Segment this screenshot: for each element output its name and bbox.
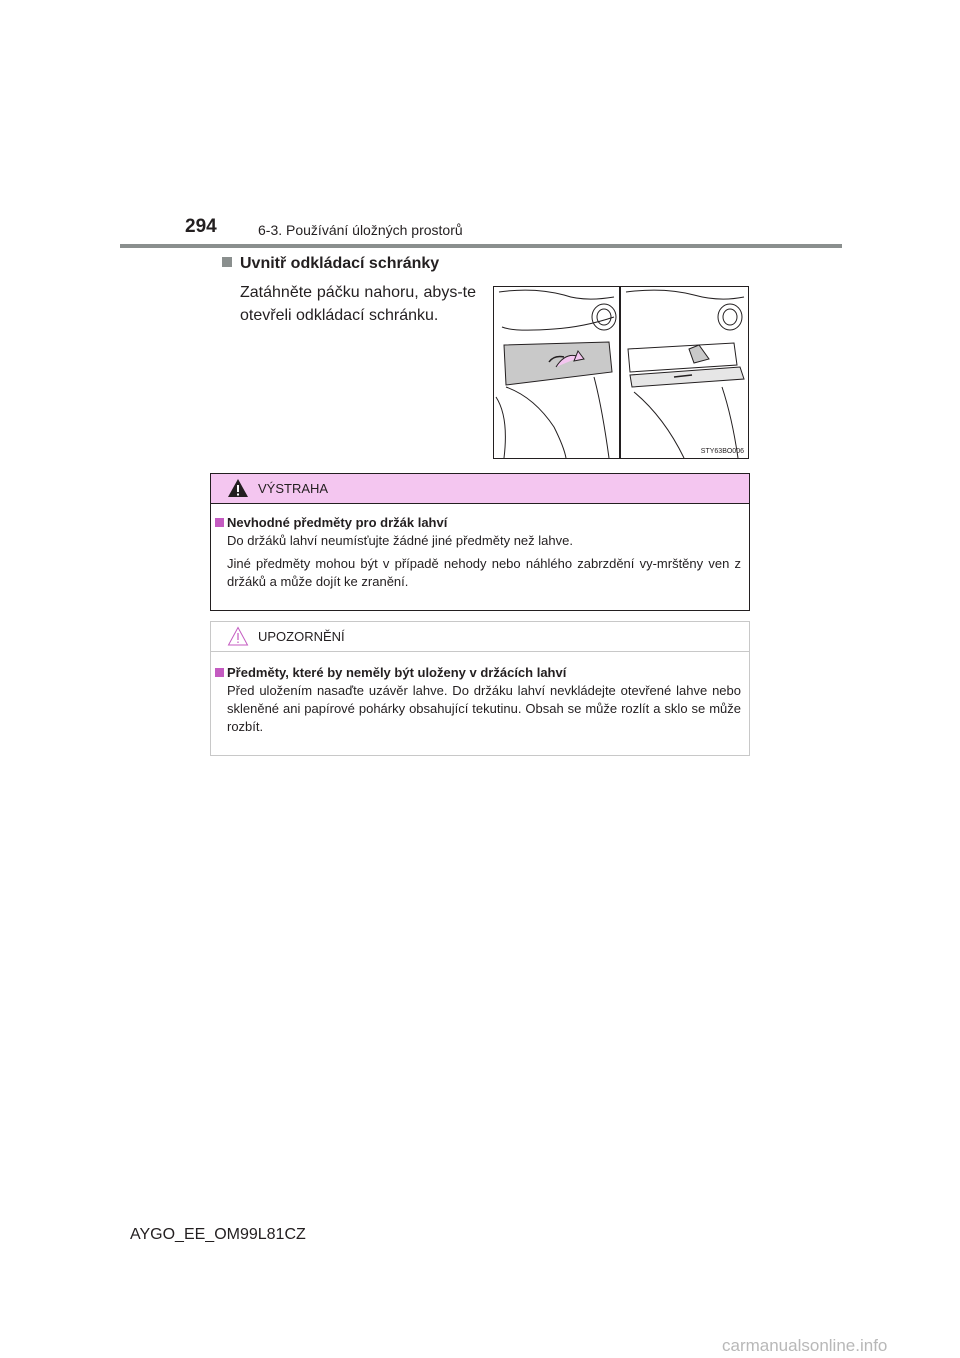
caution-header — [211, 622, 749, 652]
illustration-code: STY63BO006 — [700, 448, 744, 455]
section-title: Uvnitř odkládací schránky — [240, 255, 440, 272]
bullet-square-icon — [215, 518, 224, 527]
caution-item-title — [211, 664, 741, 682]
glovebox-illustration — [493, 286, 749, 459]
glovebox-drawing — [494, 287, 748, 458]
warning-paragraph: Do držáků lahví neumísťujte žádné jiné předměty než lahve. — [227, 533, 573, 548]
warning-item-title — [211, 514, 741, 532]
watermark: carmanualsonline.info — [722, 1336, 888, 1355]
warning-box — [210, 473, 750, 611]
caution-item — [211, 664, 749, 741]
caution-box — [210, 621, 750, 756]
bullet-square-icon — [215, 668, 224, 677]
caution-item-title-text: Předměty, které by neměly být uloženy v držácích lahví — [227, 665, 567, 680]
instruction-text: Zatáhněte páčku nahoru, abys-te otevřeli odkládací schránku. — [240, 284, 476, 324]
warning-item-title-text: Nevhodné předměty pro držák lahví — [227, 515, 448, 530]
warning-triangle-icon — [227, 478, 249, 498]
caution-paragraph: Před uložením nasaďte uzávěr lahve. Do držáku lahví nevkládejte otevřené lahve nebo skleněné ani papírové pohárky obsahující tekutinu. Obsah se může rozlít a sklo se může rozbít. — [227, 683, 741, 734]
header-rule — [120, 244, 842, 248]
page-number: 294 — [185, 216, 217, 237]
warning-item — [211, 514, 749, 596]
chapter-title: 6-3. Používání úložných prostorů — [258, 222, 463, 238]
section-heading — [222, 255, 439, 273]
caution-triangle-icon — [227, 626, 249, 646]
document-code: AYGO_EE_OM99L81CZ — [130, 1226, 306, 1243]
caution-label: UPOZORNĚNÍ — [258, 629, 345, 644]
bullet-square-icon — [222, 257, 232, 267]
warning-header — [211, 474, 749, 504]
warning-label: VÝSTRAHA — [258, 481, 329, 496]
warning-paragraph: Jiné předměty mohou být v případě nehody nebo náhlého zabrzdění vy-mrštěny ven z držáků a může dojít ke zranění. — [227, 556, 741, 589]
